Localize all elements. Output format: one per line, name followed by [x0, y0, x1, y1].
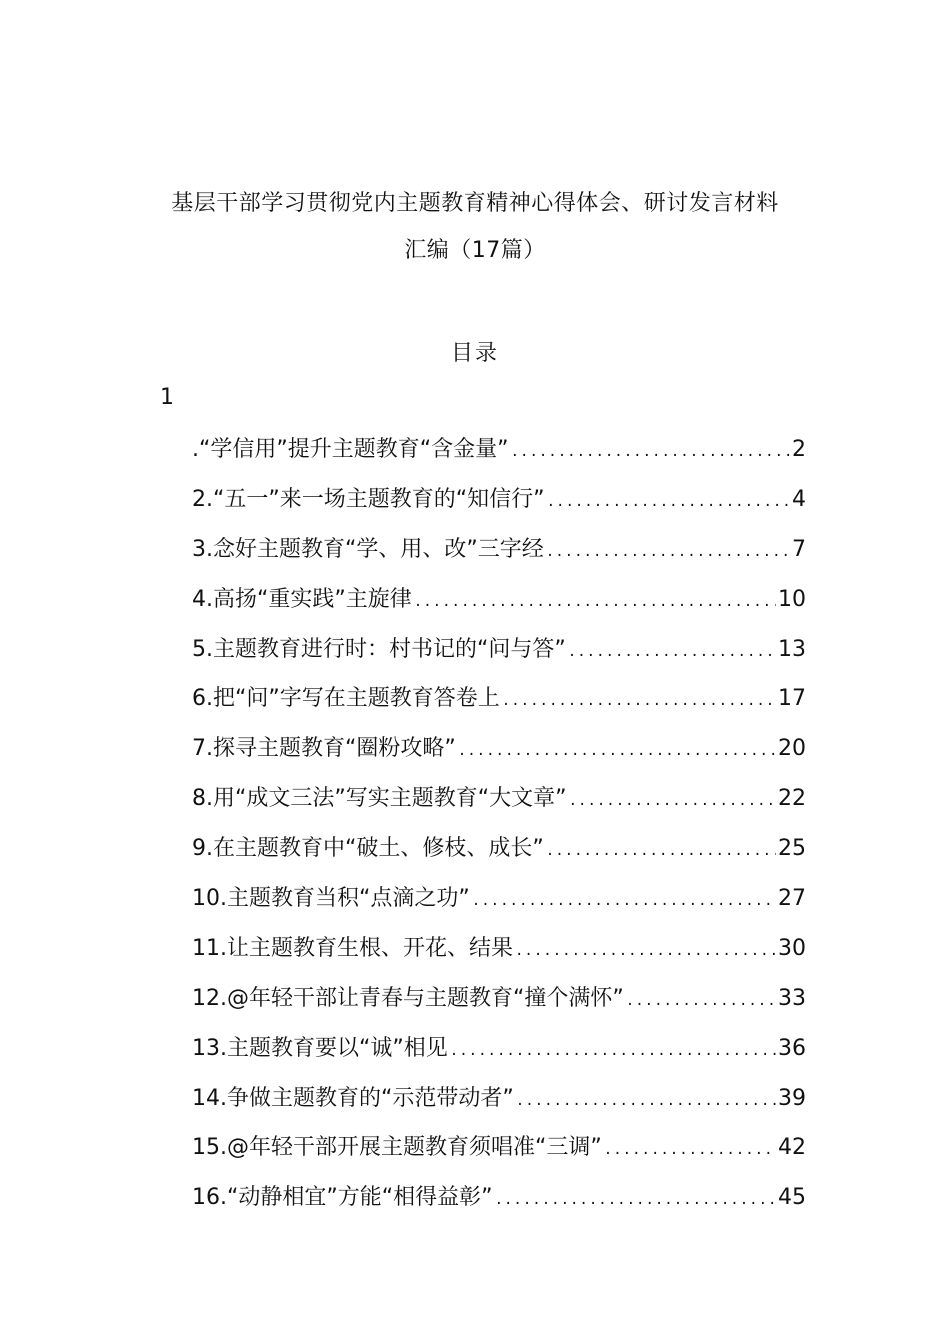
toc-entry-title: 3.念好主题教育“学、用、改”三字经 — [192, 536, 544, 562]
toc-entry-page: 36 — [778, 1035, 806, 1061]
toc-dot-leader — [604, 1137, 776, 1163]
toc-entry-title: 13.主题教育要以“诚”相见 — [192, 1035, 448, 1061]
toc-entry-title: .“学信用”提升主题教育“含金量” — [192, 437, 509, 462]
toc-entry-title: 10.主题教育当积“点滴之功” — [192, 886, 470, 912]
document-title-line-1: 基层干部学习贯彻党内主题教育精神心得体会、研讨发言材料 — [171, 191, 779, 216]
toc-dot-leader — [502, 688, 776, 714]
toc-entry-page: 30 — [778, 935, 806, 961]
toc-entry-title: 16.“动静相宜”方能“相得益彰” — [192, 1185, 493, 1211]
toc-dot-leader — [450, 1038, 776, 1064]
toc-entry[interactable] — [192, 931, 806, 981]
document-title-line-2: 汇编（17篇） — [404, 238, 546, 263]
toc-entry-title: 15.@年轻干部开展主题教育须唱准“三调” — [192, 1135, 602, 1161]
toc-entry[interactable] — [192, 532, 806, 582]
toc-entry-page: 22 — [778, 786, 806, 812]
toc-entry-page: 10 — [778, 586, 806, 612]
toc-heading: 目录 — [450, 341, 499, 366]
toc-entry[interactable] — [192, 831, 806, 881]
toc-entry-title: 4.高扬“重实践”主旋律 — [192, 586, 412, 612]
toc-entry[interactable] — [192, 432, 806, 482]
toc-entry-title: 2.“五一”来一场主题教育的“知信行” — [192, 486, 545, 512]
toc-entry-page: 39 — [778, 1085, 806, 1111]
toc-entry-page: 27 — [778, 886, 806, 912]
toc-entry-title: 9.在主题教育中“破土、修枝、成长” — [192, 836, 544, 862]
toc-dot-leader — [515, 938, 776, 964]
toc-dot-leader — [458, 738, 776, 764]
toc-entry[interactable] — [192, 582, 806, 632]
toc-dot-leader — [414, 589, 776, 615]
toc-dot-leader — [516, 1088, 776, 1114]
toc-entry[interactable] — [192, 1081, 806, 1131]
toc-entry-page: 45 — [778, 1185, 806, 1211]
toc-dot-leader — [546, 838, 776, 864]
toc-entry-page: 25 — [778, 836, 806, 862]
toc-entry[interactable] — [192, 1180, 806, 1230]
toc-entry-page: 4 — [792, 486, 806, 512]
toc-entry[interactable] — [192, 881, 806, 931]
toc-entry[interactable] — [192, 981, 806, 1031]
toc-entry-title: 11.让主题教育生根、开花、结果 — [192, 935, 513, 961]
toc-dot-leader — [568, 639, 776, 665]
toc-entry-title: 6.把“问”字写在主题教育答卷上 — [192, 686, 500, 712]
section-number: 1 — [160, 385, 174, 410]
toc-entry-page: 42 — [778, 1135, 806, 1161]
toc-entry-page: 13 — [778, 636, 806, 662]
toc-dot-leader — [547, 489, 790, 515]
toc-dot-leader — [626, 988, 776, 1014]
toc-entry-page: 33 — [778, 985, 806, 1011]
toc-entry[interactable] — [192, 482, 806, 532]
toc-dot-leader — [472, 888, 776, 914]
toc-entry-page: 17 — [778, 686, 806, 712]
toc-dot-leader — [569, 788, 776, 814]
toc-entry[interactable] — [192, 632, 806, 682]
toc-dot-leader — [546, 539, 790, 565]
toc-entry-title: 8.用“成文三法”写实主题教育“大文章” — [192, 786, 567, 812]
toc-entry[interactable] — [192, 681, 806, 731]
toc-entry-page: 7 — [792, 536, 806, 562]
toc-entry[interactable] — [192, 731, 806, 781]
toc-dot-leader — [511, 439, 790, 465]
toc-entry-title: 7.探寻主题教育“圈粉攻略” — [192, 736, 456, 762]
toc-entry-title: 14.争做主题教育的“示范带动者” — [192, 1085, 514, 1111]
toc-entry-title: 12.@年轻干部让青春与主题教育“撞个满怀” — [192, 985, 624, 1011]
table-of-contents — [192, 432, 806, 1230]
toc-entry-page: 2 — [792, 437, 806, 462]
toc-entry[interactable] — [192, 1130, 806, 1180]
toc-entry[interactable] — [192, 781, 806, 831]
toc-entry[interactable] — [192, 1031, 806, 1081]
toc-entry-page: 20 — [778, 736, 806, 762]
toc-entry-title: 5.主题教育进行时：村书记的“问与答” — [192, 636, 566, 662]
toc-dot-leader — [495, 1187, 776, 1213]
